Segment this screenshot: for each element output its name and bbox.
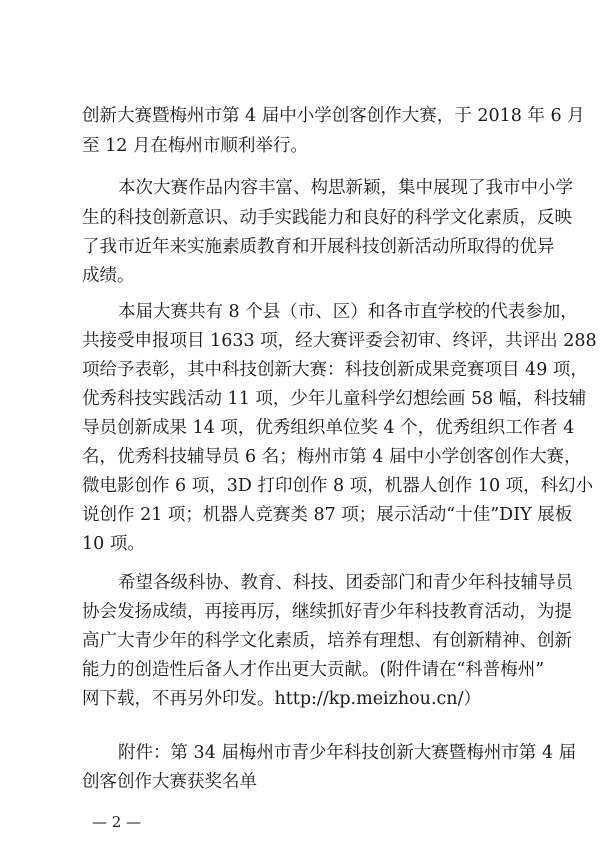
text-line <box>0 442 600 472</box>
text-line <box>0 297 600 327</box>
line-text: 高广大青少年的科学文化素质，培养有理想、有创新精神、创新 <box>82 631 572 651</box>
line-text: 附件：第 34 届梅州市青少年科技创新大赛暨梅州市第 4 届 <box>118 743 577 763</box>
text-line <box>0 101 600 131</box>
line-text: 导员创新成果 14 项，优秀组织单位奖 4 个，优秀组织工作者 4 <box>82 418 575 438</box>
line-text: 创客创作大赛获奖名单 <box>82 772 257 792</box>
text-line <box>0 471 600 501</box>
line-text: 说创作 21 项；机器人竞赛类 87 项；展示活动“十佳”DIY 展板 <box>82 505 573 525</box>
line-text: 网下载，不再另外印发。http://kp.meizhou.cn/） <box>82 689 481 709</box>
text-line <box>0 384 600 414</box>
line-text: 创新大赛暨梅州市第 4 届中小学创客创作大赛，于 2018 年 6 月 <box>82 106 585 126</box>
text-line <box>0 232 600 262</box>
line-text: 能力的创造性后备人才作出更大贡献。(附件请在“科普梅州” <box>82 660 545 680</box>
text-line <box>0 655 600 685</box>
line-text: 生的科技创新意识、动手实践能力和良好的科学文化素质，反映 <box>82 208 572 228</box>
text-line <box>0 500 600 530</box>
line-text: 本次大赛作品内容丰富、构思新颖，集中展现了我市中小学 <box>118 178 573 198</box>
text-line <box>0 529 600 559</box>
text-line <box>0 261 600 291</box>
text-line <box>0 173 600 203</box>
text-line <box>0 738 600 768</box>
text-line <box>0 131 600 161</box>
page-number: — 2 — <box>92 813 142 831</box>
line-text: 共接受申报项目 1633 项，经大赛评委会初审、终评，共评出 288 <box>82 331 597 351</box>
line-text: 了我市近年来实施素质教育和开展科技创新活动所取得的优异 <box>82 237 555 257</box>
line-text: 希望各级科协、教育、科技、团委部门和青少年科技辅导员 <box>118 573 573 593</box>
line-text: 10 项。 <box>82 534 145 554</box>
line-text: 成绩。 <box>82 266 135 286</box>
line-text: 微电影创作 6 项，3D 打印创作 8 项，机器人创作 10 项，科幻小 <box>82 476 594 496</box>
line-text: 本届大赛共有 8 个县（市、区）和各市直学校的代表参加， <box>118 302 578 322</box>
text-line <box>0 626 600 656</box>
text-line <box>0 203 600 233</box>
line-text: 协会发扬成绩，再接再厉，继续抓好青少年科技教育活动，为提 <box>82 602 572 622</box>
line-text: 项给予表彰，其中科技创新大赛：科技创新成果竞赛项目 49 项， <box>82 360 588 380</box>
line-text: 优秀科技实践活动 11 项，少年儿童科学幻想绘画 58 幅，科技辅 <box>82 389 587 409</box>
text-line <box>0 767 600 797</box>
text-line <box>0 413 600 443</box>
text-line <box>0 597 600 627</box>
line-text: 至 12 月在梅州市顺利举行。 <box>82 136 308 156</box>
line-text: 名，优秀科技辅导员 6 名；梅州市第 4 届中小学创客创作大赛， <box>82 447 582 467</box>
text-line <box>0 355 600 385</box>
text-line <box>0 568 600 598</box>
text-line <box>0 326 600 356</box>
text-line <box>0 684 600 714</box>
